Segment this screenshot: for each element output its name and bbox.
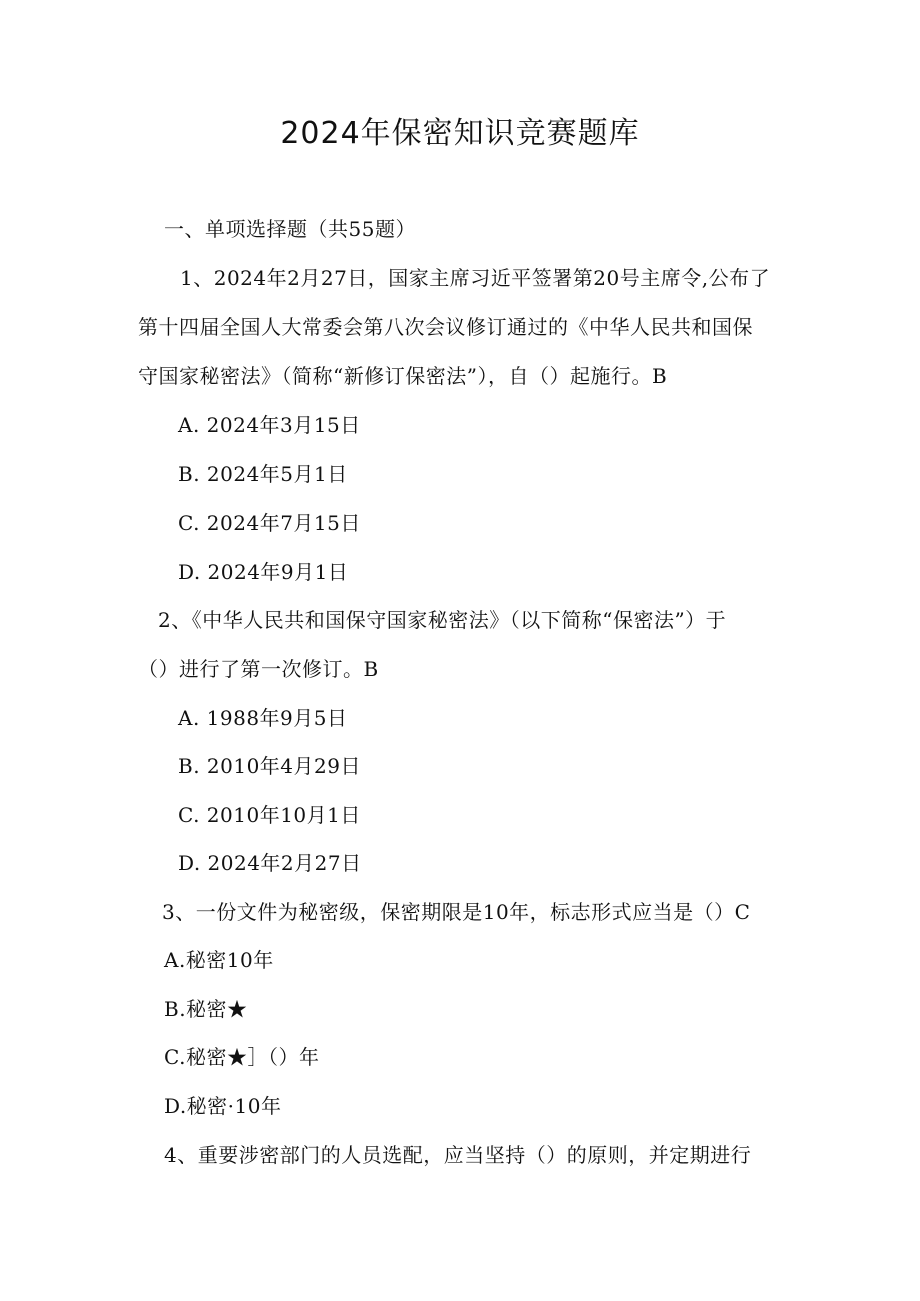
question-3-option-c: C.秘密★］（）年 (164, 1045, 320, 1069)
question-1-option-d: D. 2024年9月1日 (178, 560, 349, 584)
question-2-option-d: D. 2024年2月27日 (178, 851, 362, 875)
question-1-line-3: 守国家秘密法》（简称“新修订保密法”），自（）起施行。B (138, 364, 668, 388)
question-3-option-d: D.秘密·10年 (164, 1094, 282, 1118)
question-1-option-a: A. 2024年3月15日 (178, 413, 361, 437)
question-3-option-b: B.秘密★ (164, 997, 248, 1021)
question-2-line-2: （）进行了第一次修订。B (138, 657, 379, 681)
question-1-line-1: 1、2024年2月27日，国家主席习近平签署第20号主席令,公布了 (180, 266, 771, 290)
question-2-option-c: C. 2010年10月1日 (178, 803, 361, 827)
question-2-line-1: 2、《中华人民共和国保守国家秘密法》（以下简称“保密法”）于 (158, 608, 727, 632)
question-2-option-b: B. 2010年4月29日 (178, 754, 361, 778)
section-heading: 一、单项选择题（共55题） (164, 217, 416, 241)
question-4-line-1: 4、重要涉密部门的人员选配，应当坚持（）的原则，并定期进行 (164, 1143, 752, 1167)
question-1-option-c: C. 2024年7月15日 (178, 511, 361, 535)
question-1-option-b: B. 2024年5月1日 (178, 462, 348, 486)
question-3-line-1: 3、一份文件为秘密级，保密期限是10年，标志形式应当是（）C (162, 900, 751, 924)
question-3-option-a: A.秘密10年 (164, 948, 274, 972)
question-2-option-a: A. 1988年9月5日 (178, 706, 348, 730)
question-1-line-2: 第十四届全国人大常委会第八次会议修订通过的《中华人民共和国保 (138, 315, 753, 339)
document-title: 2024年保密知识竞赛题库 (280, 116, 640, 151)
